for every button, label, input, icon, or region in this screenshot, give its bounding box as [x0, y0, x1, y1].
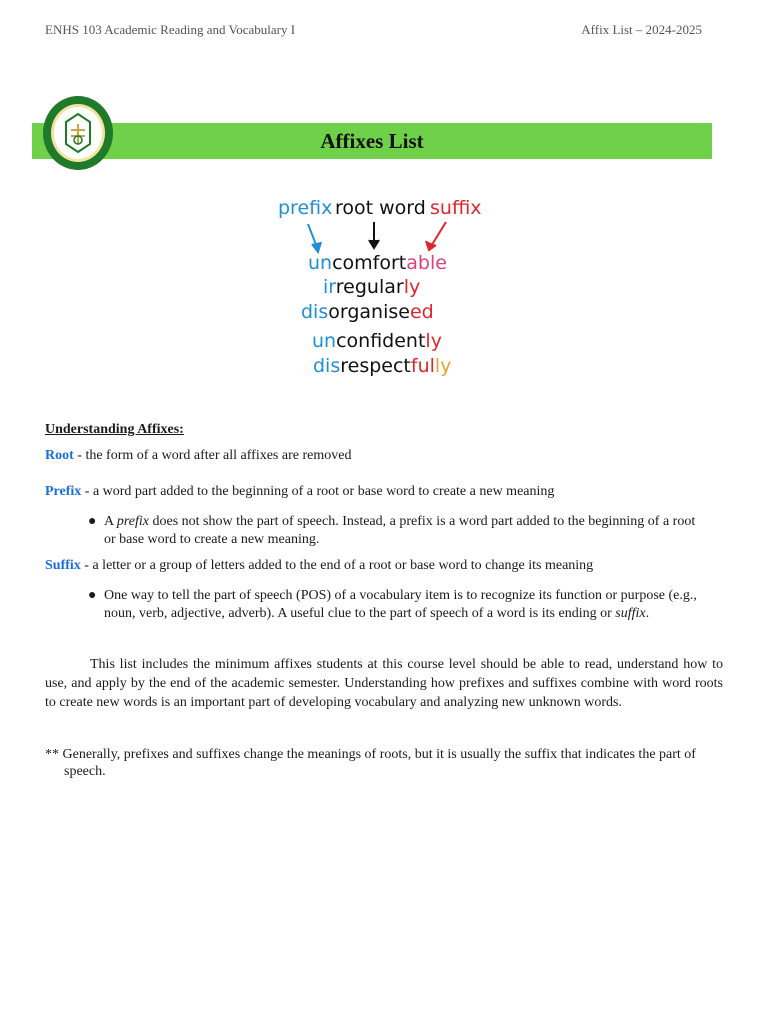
word-disorganised: disorganiseed [301, 301, 434, 323]
suffix-term: Suffix [45, 558, 81, 573]
university-logo [41, 94, 115, 172]
page-title: Affixes List [320, 129, 424, 153]
diagram-label-prefix: prefix [278, 197, 333, 219]
arrow-suffix [426, 222, 446, 250]
section-title: Understanding Affixes: [45, 422, 184, 437]
prefix-def: - a word part added to the beginning of a root or base word to create a new meaning [81, 484, 555, 499]
diagram-label-root: root word [335, 197, 426, 219]
root-definition [45, 448, 351, 464]
header-course: ENHS 103 Academic Reading and Vocabulary I [45, 22, 296, 37]
header-doc-title: Affix List – 2024-2025 [581, 22, 702, 37]
footnote: ** Generally, prefixes and suffixes change the meanings of roots, but it is usually the suffix that indicates the part of speech. [45, 747, 696, 779]
word-uncomfortable: uncomfortable [308, 252, 447, 274]
bullet-dot: ● [88, 588, 97, 603]
word-unconfidently: unconfidently [312, 330, 442, 352]
prefix-definition [45, 484, 554, 500]
root-def: - the form of a word after all affixes are removed [73, 448, 352, 463]
word-irregularly: irregularly [323, 276, 421, 298]
bullet-dot: ● [88, 514, 97, 529]
arrow-root [369, 222, 379, 248]
title-banner [32, 123, 712, 159]
word-disrespectfully: disrespectfully [313, 355, 452, 377]
root-term: Root [45, 448, 74, 463]
affix-diagram [270, 192, 500, 384]
suffix-definition [45, 558, 593, 574]
intro-paragraph: This list includes the minimum affixes students at this course level should be able to read, understand how to use, and apply by the end of the academic semester. Understanding how prefixes and suffixes combine with word roots to create new words is an important part of developing vocabulary and analyzing new unknown words. [45, 657, 723, 710]
prefix-bullet: ● A prefix does not show the part of speech. Instead, a prefix is a word part added to the beginning of a root or base word to create a new meaning. [88, 514, 696, 547]
suffix-bullet: ● One way to tell the part of speech (POS) of a vocabulary item is to recognize its function or purpose (e.g., noun, verb, adjective, adverb). A useful clue to the part of speech of a word is its ending or suffix. [88, 588, 697, 621]
suffix-def: - a letter or a group of letters added to the end of a root or base word to change its meaning [80, 558, 594, 573]
arrow-prefix [308, 224, 321, 252]
diagram-label-suffix: suffix [430, 197, 482, 219]
prefix-term: Prefix [45, 484, 82, 499]
